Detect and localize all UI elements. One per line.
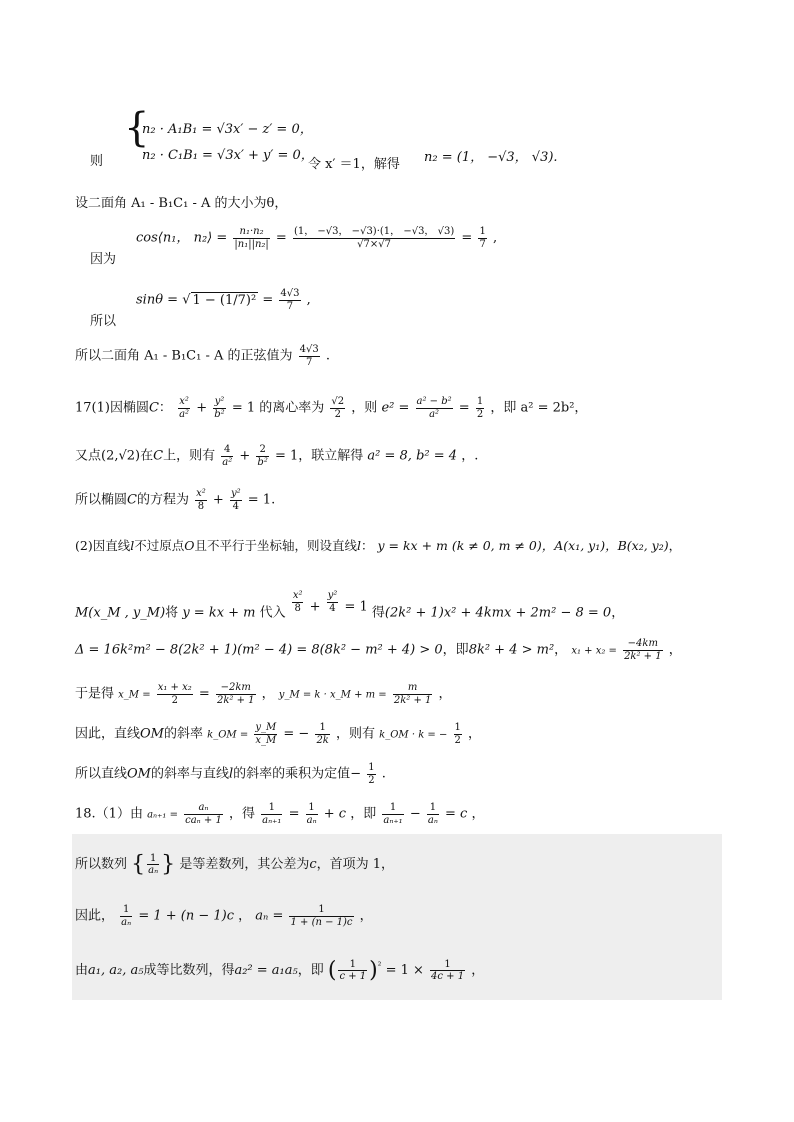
because-label: 因为 <box>90 252 117 267</box>
p17-substitution: M(x_M , y_M)将 y = kx + m 代入 $\frac{\text{x²}}{8}$ + $\frac{\text{y²}}{4}$ = 1 得(2k² + 1)x² + 4kmx + 2m² − 8 = 0， <box>75 590 625 621</box>
angle-definition: 设二面角 A₁ - B₁C₁ - A 的大小为θ， <box>75 196 288 211</box>
p18-line2: 所以数列 { $\frac{1}{\text{aₙ}}$ } 是等差数列，其公差为c，首项为 1， <box>75 852 395 877</box>
system-eq-2: n₂ · C₁B₁ = √3x′ + y′ = 0， <box>142 148 314 163</box>
p17-part2-line: (2)因直线l不过原点O且不平行于坐标轴，则设直线l： y = kx + m (k ≠ 0, m ≠ 0)，A(x₁, y₁)，B(x₂, y₂)， <box>75 538 682 553</box>
p17-slope: 因此，直线OM的斜率 k_OM = $\frac{y\_M}{x\_M}$ = − $\frac{1}{2k}$ ，则有 k_OM · k = − $\frac{1}{2}$ ， <box>75 722 482 746</box>
sine-value-line: 所以二面角 A₁ - B₁C₁ - A 的正弦值为 $\frac{4√3}{7}$ . <box>75 344 331 368</box>
p18-part1: 18.（1）由 aₙ₊₁ = $\frac{\text{aₙ}}{\text{caₙ + 1}}$ ，得 $\frac{1}{\text{aₙ₊₁}}$ = $\frac{1}{\text{aₙ}}$ + c ，即 $\frac{1}{\text{aₙ₊₁}}$ − $\frac{1}{\text{aₙ}}$ = c ， <box>75 802 485 826</box>
p17-discriminant: Δ = 16k²m² − 8(2k² + 1)(m² − 4) = 8(8k² − m² + 4) > 0，即8k² + 4 > m²， x₁ + x₂ = $\frac{-4km}{\text{2k² + 1}}$ ， <box>75 638 682 662</box>
sin-formula: sinθ = √ 1 − (1/7)² = $\frac{4√3}{7}$ , <box>136 288 311 312</box>
p17-line2: 又点(2,√2)在C上，则有 $\frac{4}{\text{a²}}$ + $\frac{2}{\text{b²}}$ = 1，联立解得 a² = 8, b² = 4 ，. <box>75 444 479 468</box>
p17-conclusion: 所以直线OM的斜率与直线l的斜率的乘积为定值− $\frac{1}{2}$ . <box>75 762 386 786</box>
p17-midpoint: 于是得 x_M = $\frac{\text{x₁ + x₂}}{2}$ = $\frac{-2km}{\text{2k² + 1}}$ ， y_M = k · x_M + m = $\frac{m}{\text{2k² + 1}}$ ， <box>75 682 452 706</box>
n2-result: n₂ = (1， −√3， √3). <box>424 150 558 165</box>
p17-line3: 所以椭圆C的方程为 $\frac{\text{x²}}{8}$ + $\frac{\text{y²}}{4}$ = 1. <box>75 488 276 512</box>
system-eq-1: n₂ · A₁B₁ = √3x′ − z′ = 0， <box>142 122 313 137</box>
p17-part1-line: 17(1)因椭圆C： $\frac{\text{x²}}{\text{a²}}$ + $\frac{\text{y²}}{\text{b²}}$ = 1 的离心率为 $\frac{√2}{2}$ ，则 e² = $\frac{\text{a² − b²}}{\text{a²}}$ = $\frac{1}{2}$ ，即 a² = 2b²， <box>75 396 588 420</box>
p18-line3: 因此， $\frac{1}{\text{aₙ}}$ = 1 + (n − 1)c ， aₙ = $\frac{1}{1 + (n - 1)c}$ ， <box>75 904 373 928</box>
cos-formula: cos⟨n₁， n₂⟩ = $\frac{\text{n₁·n₂}}{\text{|n₁||n₂|}}$ = $\frac{(1, -√3, -√3)\cdot(1, -√3, √3)}{√7\times√7}$ = $\frac{1}{7}$ , <box>136 226 498 250</box>
p18-line4: 由a₁, a₂, a₅成等比数列，得a₂² = a₁a₅，即 ( $\frac{1}{c + 1}$ )$^{^2}$ = 1 × $\frac{1}{4c + 1}$ ， <box>75 958 485 983</box>
left-brace: { <box>124 105 150 151</box>
let-condition: 令 x′ ＝1，解得 <box>308 157 400 172</box>
then-label: 则 <box>90 154 104 169</box>
so-label: 所以 <box>90 314 117 329</box>
